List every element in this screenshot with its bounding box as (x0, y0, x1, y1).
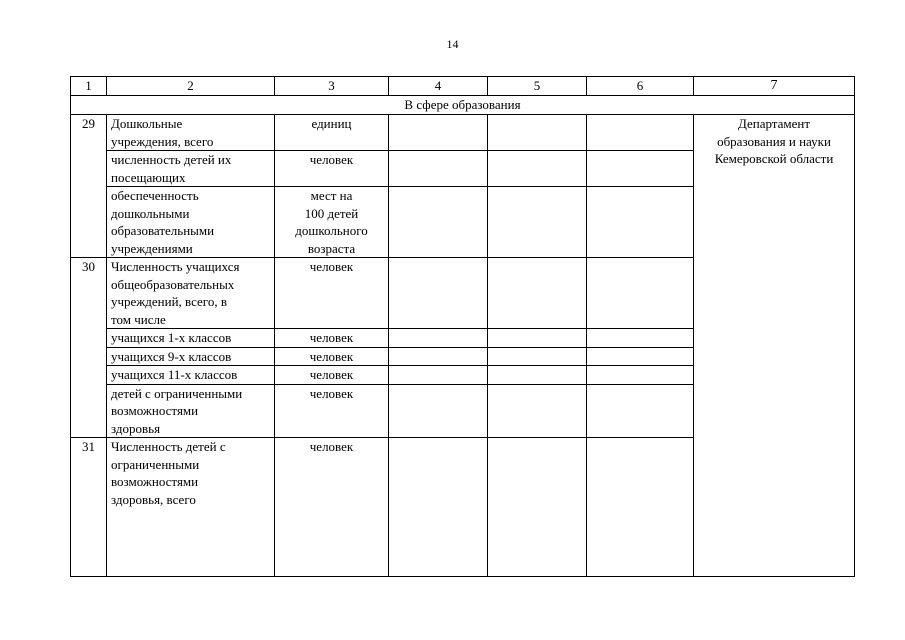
value-cell (488, 258, 587, 329)
page-number: 14 (446, 37, 459, 51)
indicator-name: учащихся 9-х классов (107, 347, 275, 366)
indicator-name (107, 384, 275, 438)
indicator-name: учащихся 11-х классов (107, 366, 275, 385)
column-header: 1 (71, 77, 107, 96)
text-line: посещающих (111, 169, 186, 185)
value-cell (587, 438, 694, 577)
value-cell (488, 329, 587, 348)
indicator-name (107, 115, 275, 151)
text-line: детей с ограниченными (111, 385, 243, 401)
text-line: учреждений, всего, в (111, 294, 227, 309)
unit-cell (275, 187, 389, 258)
text-line: 100 детей (304, 205, 359, 221)
text-line: дошкольного (295, 223, 368, 238)
value-cell (488, 151, 587, 187)
value-cell (488, 438, 587, 577)
column-header: 2 (107, 77, 275, 96)
value-cell (587, 258, 694, 329)
row-number: 30 (71, 258, 107, 438)
unit-cell: единиц (275, 115, 389, 151)
value-cell (389, 438, 488, 577)
indicator-name: учащихся 1-х классов (107, 329, 275, 348)
column-header: 4 (389, 77, 488, 96)
unit-cell: человек (275, 438, 389, 577)
text-line: обеспеченность (111, 188, 199, 203)
text-line: возраста (307, 240, 356, 256)
text-line: здоровья, всего (111, 491, 196, 507)
row-number: 31 (71, 438, 107, 577)
text-line: том числе (111, 311, 166, 327)
value-cell (389, 258, 488, 329)
value-cell (389, 187, 488, 258)
text-line: образования и науки (717, 133, 831, 149)
value-cell (389, 366, 488, 385)
text-line: ограниченными (111, 456, 200, 472)
value-cell (488, 347, 587, 366)
column-header: 7 (694, 77, 855, 96)
text-line: возможностями (111, 474, 199, 489)
row-number: 29 (71, 115, 107, 258)
section-row (71, 96, 855, 115)
text-line: дошкольными (111, 205, 190, 221)
table-row (71, 115, 855, 151)
indicator-name (107, 438, 275, 577)
section-title: В сфере образования (71, 96, 855, 115)
responsible-org (694, 115, 855, 577)
value-cell (587, 366, 694, 385)
text-line: Численность учащихся (111, 259, 240, 274)
unit-cell: человек (275, 151, 389, 187)
value-cell (389, 347, 488, 366)
text-line: Кемеровской области (714, 151, 834, 166)
unit-cell: человек (275, 258, 389, 329)
value-cell (389, 115, 488, 151)
data-table (70, 76, 855, 577)
unit-cell: человек (275, 329, 389, 348)
value-cell (389, 384, 488, 438)
text-line: учреждения, всего (111, 133, 214, 149)
value-cell (389, 151, 488, 187)
column-header: 3 (275, 77, 389, 96)
value-cell (488, 187, 587, 258)
text-line: учреждениями (111, 240, 193, 256)
text-line: возможностями (111, 403, 199, 418)
header-row (71, 77, 855, 96)
column-header: 6 (587, 77, 694, 96)
text-line: образовательными (111, 223, 215, 238)
indicator-name (107, 187, 275, 258)
value-cell (488, 366, 587, 385)
value-cell (587, 187, 694, 258)
value-cell (488, 384, 587, 438)
text-line: Дошкольные (111, 116, 183, 131)
indicator-name (107, 258, 275, 329)
value-cell (587, 347, 694, 366)
text-line: здоровья (111, 420, 161, 436)
text-line: мест на (310, 188, 353, 203)
column-header: 5 (488, 77, 587, 96)
text-line: Численность детей с (111, 439, 226, 454)
value-cell (488, 115, 587, 151)
unit-cell: человек (275, 347, 389, 366)
indicator-name (107, 151, 275, 187)
unit-cell: человек (275, 366, 389, 385)
value-cell (587, 115, 694, 151)
unit-cell: человек (275, 384, 389, 438)
value-cell (389, 329, 488, 348)
value-cell (587, 151, 694, 187)
value-cell (587, 384, 694, 438)
value-cell (587, 329, 694, 348)
text-line: общеобразовательных (111, 276, 235, 292)
text-line: численность детей их (111, 152, 232, 167)
text-line: Департамент (737, 116, 811, 131)
